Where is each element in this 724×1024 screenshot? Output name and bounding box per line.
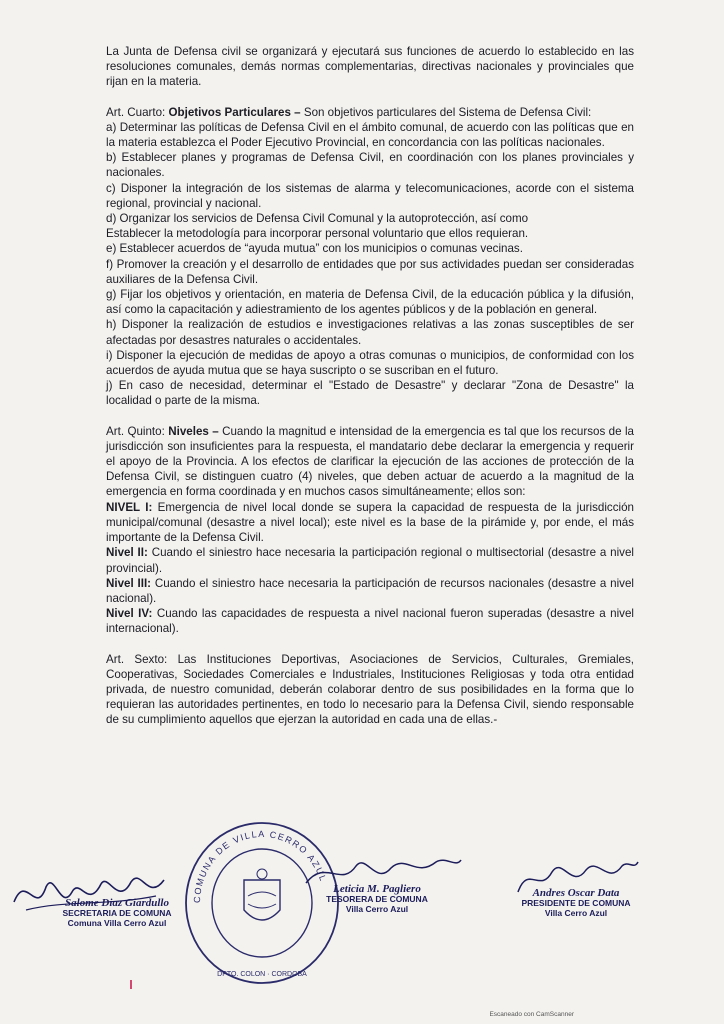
article-4-title: Objetivos Particulares – [168,105,301,119]
article-4-item: a) Determinar las políticas de Defensa Civil en el ámbito comunal, de acuerdo con las políticas que en la materia establezca el Poder Ejecutivo Provincial, en concordancia con las políticas nacionales. [106,120,634,150]
article-4-item: e) Establecer acuerdos de “ayuda mutua” con los municipios o comunas vecinas. [106,242,523,256]
article-4-heading [106,105,634,120]
level-label: Nivel III: [106,576,152,590]
article-4-item: Establecer la metodología para incorporar personal voluntario que ellos requieran. [106,227,529,241]
level-label: NIVEL I: [106,500,153,514]
article-4-item: f) Promover la creación y el desarrollo de entidades que por sus actividades puedan ser consideradas auxiliares de la Defensa Civil. [106,257,634,286]
article-4-item: d) Organizar los servicios de Defensa Civil Comunal y la autoprotección, así como [106,212,529,226]
signature-role: PRESIDENTE DE COMUNA [521,898,631,908]
signature-treasurer [312,884,442,914]
level-text: Cuando el siniestro hace necesaria la participación regional o multisectorial (desastre a nivel provincial). [106,546,634,575]
signature-secretary [52,898,182,928]
article-5-prefix: Art. Quinto: [106,424,169,438]
level-label: Nivel IV: [106,607,153,621]
seal-ring-text: COMUNA DE VILLA CERRO AZUL [191,828,329,904]
signature-role: TESORERA DE COMUNA [326,894,428,904]
article-4-lead: Son objetivos particulares del Sistema de Defensa Civil: [300,105,592,119]
scan-mark [130,980,132,989]
signature-place: Villa Cerro Azul [544,908,608,918]
signature-place: Comuna Villa Cerro Azul [67,918,167,928]
level-label: Nivel II: [106,546,148,560]
article-5-paragraph [106,424,634,500]
scanner-watermark: Escaneado con CamScanner [489,1011,574,1018]
article-5-body: Cuando la magnitud e intensidad de la emergencia es tal que los recursos de la jurisdicción son insuficientes para la respuesta, el mandatario debe declarar la emergencia y requerir el apoyo de la Provincia. A los efectos de clarificar la ejecución de las acciones de protección de la Defensa Civil, se distinguen cuatro (4) niveles, que deben actuar de acuerdo a la magnitud de la emergencia en forma coordinada y en muchos casos simultáneamente; ellos son: [106,424,634,499]
signature-president [506,888,646,918]
seal-bottom-text: DPTO. COLON · CORDOBA [217,971,307,978]
article-4-item: c) Disponer la integración de los sistemas de alarma y telecomunicaciones, acorde con el sistema regional, provincial y nacional. [106,181,634,210]
intro-paragraph: La Junta de Defensa civil se organizará y ejecutará sus funciones de acuerdo lo establecido en las resoluciones comunales, demás normas complementarias, directivas nacionales y provinciales que rijan en la materia. [106,45,634,89]
level-text: Emergencia de nivel local donde se supera la capacidad de respuesta de la jurisdicción municipal/comunal (desastre a nivel local); este nivel es la base de la pirámide y, por ende, el más importante de la Defensa Civil. [106,500,634,545]
article-5 [106,424,634,637]
article-4 [106,105,634,409]
coat-of-arms-icon [244,869,280,920]
article-4-item: b) Establecer planes y programas de Defensa Civil, en coordinación con los planes provinciales y nacionales. [106,151,634,180]
article-4-item: h) Disponer la realización de estudios e investigaciones relativas a las zonas susceptibles de ser afectadas por desastres naturales o accidentales. [106,318,634,347]
level-2 [106,545,634,575]
signature-place: Villa Cerro Azul [345,904,409,914]
level-3 [106,576,634,606]
level-text: Cuando el siniestro hace necesaria la participación de recursos nacionales (desastre a nivel nacional). [106,576,634,605]
article-4-item: g) Fijar los objetivos y orientación, en materia de Defensa Civil, de la educación pública y la difusión, así como la capacitación y adiestramiento de los agentes públicos y de la población en general. [106,288,634,317]
signature-name: Andres Oscar Data [532,887,620,899]
document-body [106,44,634,728]
article-4-item: i) Disponer la ejecución de medidas de apoyo a otras comunas o municipios, de conformidad con los acuerdos de ayuda mutua que se haya suscripto o se suscriban en el futuro. [106,348,634,378]
article-4-prefix: Art. Cuarto: [106,105,169,119]
level-text: Cuando las capacidades de respuesta a nivel nacional fueron superadas (desastre a nivel internacional). [106,607,635,636]
signature-name: Salome Diaz Giardullo [65,897,169,909]
level-1 [106,500,634,546]
article-6-paragraph: Art. Sexto: Las Instituciones Deportivas, Asociaciones de Servicios, Culturales, Gremiales, Cooperativas, Sociedades Comerciales e Industriales, Instituciones Religiosas y toda otra entidad privada, de nuestro comunidad, deberán colaborar dentro de sus posibilidades en la forma que lo requieran las autoridades pertinentes, en todo lo necesario para la Defensa Civil, siendo responsable de su cumplimiento aquellos que ejerzan la autoridad en cada una de ellas.- [106,652,634,727]
level-4 [106,606,634,636]
signature-role: SECRETARIA DE COMUNA [62,908,172,918]
article-5-title: Niveles – [168,424,219,438]
article-4-item: j) En caso de necesidad, determinar el "Estado de Desastre" y declarar "Zona de Desastre" la localidad o parte de la misma. [106,379,634,408]
signature-name: Leticia M. Pagliero [333,883,421,895]
